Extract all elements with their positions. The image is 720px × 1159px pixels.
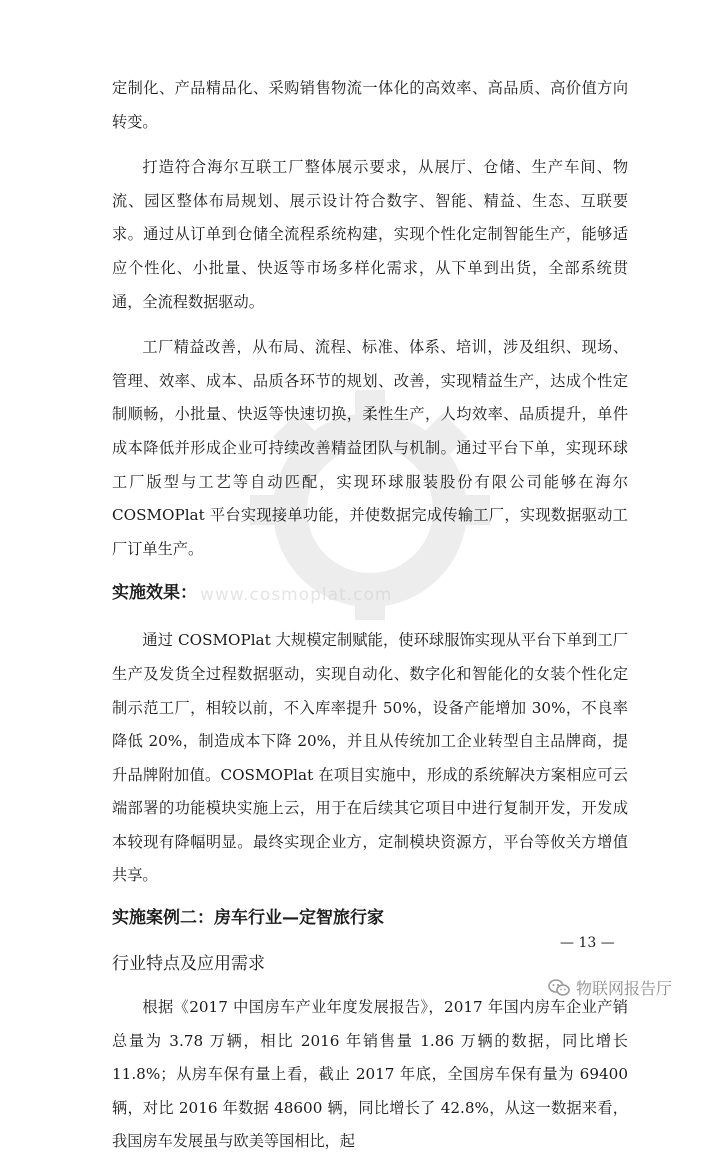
heading-case-two: 实施案例二：房车行业—定智旅行家 <box>112 908 384 929</box>
watermark-url: www.cosmoplat.com <box>200 585 393 605</box>
brand-footer <box>548 976 672 999</box>
paragraph-continuation: 定制化、产品精品化、采购销售物流一体化的高效率、高品质、高价值方向转变。 <box>112 79 628 131</box>
paragraph-lean-improvement: 工厂精益改善，从布局、流程、标准、体系、培训，涉及组织、现场、管理、效率、成本、品质各环节的规划、改善，实现精益生产，达成个性定制顺畅，小批量、快返等快速切换，柔性生产，人均效率、品质提升，单件成本降低并形成企业可持续改善精益团队与机制。通过平台下单，实现环球工厂版型与工艺等自动匹配，实现环球服装股份有限公司能够在海尔 COSMOPlat 平台实现接单功能，并使数据完成传输工厂，实现数据驱动工厂订单生产。 <box>112 338 628 558</box>
paragraph-interconnected-factory: 打造符合海尔互联工厂整体展示要求，从展厅、仓储、生产车间、物流、园区整体布局规划、展示设计符合数字、智能、精益、生态、互联要求。通过从订单到仓储全流程系统构建，实现个性化定制智能生产，能够适应个性化、小批量、快返等市场多样化需求，从下单到出货，全部系统贯通，全流程数据驱动。 <box>112 158 628 311</box>
paragraph-rv-industry: 根据《2017 中国房车产业年度发展报告》，2017 年国内房车企业产销总量为 3.78 万辆，相比 2016 年销售量 1.86 万辆的数据，同比增长 11.8%；从房车保有量上看，截止 2017 年底，全国房车保有量为 69400 辆，对比 2016 年数据 48600 辆，同比增长了 42.8%，从这一数据来看，我国房车发展虽与欧美等国相比，起 <box>112 998 628 1151</box>
page-number: — 13 — <box>560 935 615 951</box>
paragraph-effect: 通过 COSMOPlat 大规模定制赋能，使环球服饰实现从平台下单到工厂生产及发货全过程数据驱动，实现自动化、数字化和智能化的女装个性化定制示范工厂，相较以前，不入库率提升 50%，设备产能增加 30%，不良率降低 20%，制造成本下降 20%，并且从传统加工企业转型自主品牌商，提升品牌附加值。COSMOPlat 在项目实施中，形成的系统解决方案相应可云端部署的功能模块实施上云，用于在后续其它项目中进行复制开发，开发成本较现有降幅明显。最终实现企业方，定制模块资源方，平台等攸关方增值共享。 <box>112 631 628 885</box>
heading-industry-needs: 行业特点及应用需求 <box>112 954 265 975</box>
wechat-icon <box>548 979 570 997</box>
brand-label: 物联网报告厅 <box>576 979 673 998</box>
heading-implementation-effect: 实施效果： <box>112 583 197 604</box>
